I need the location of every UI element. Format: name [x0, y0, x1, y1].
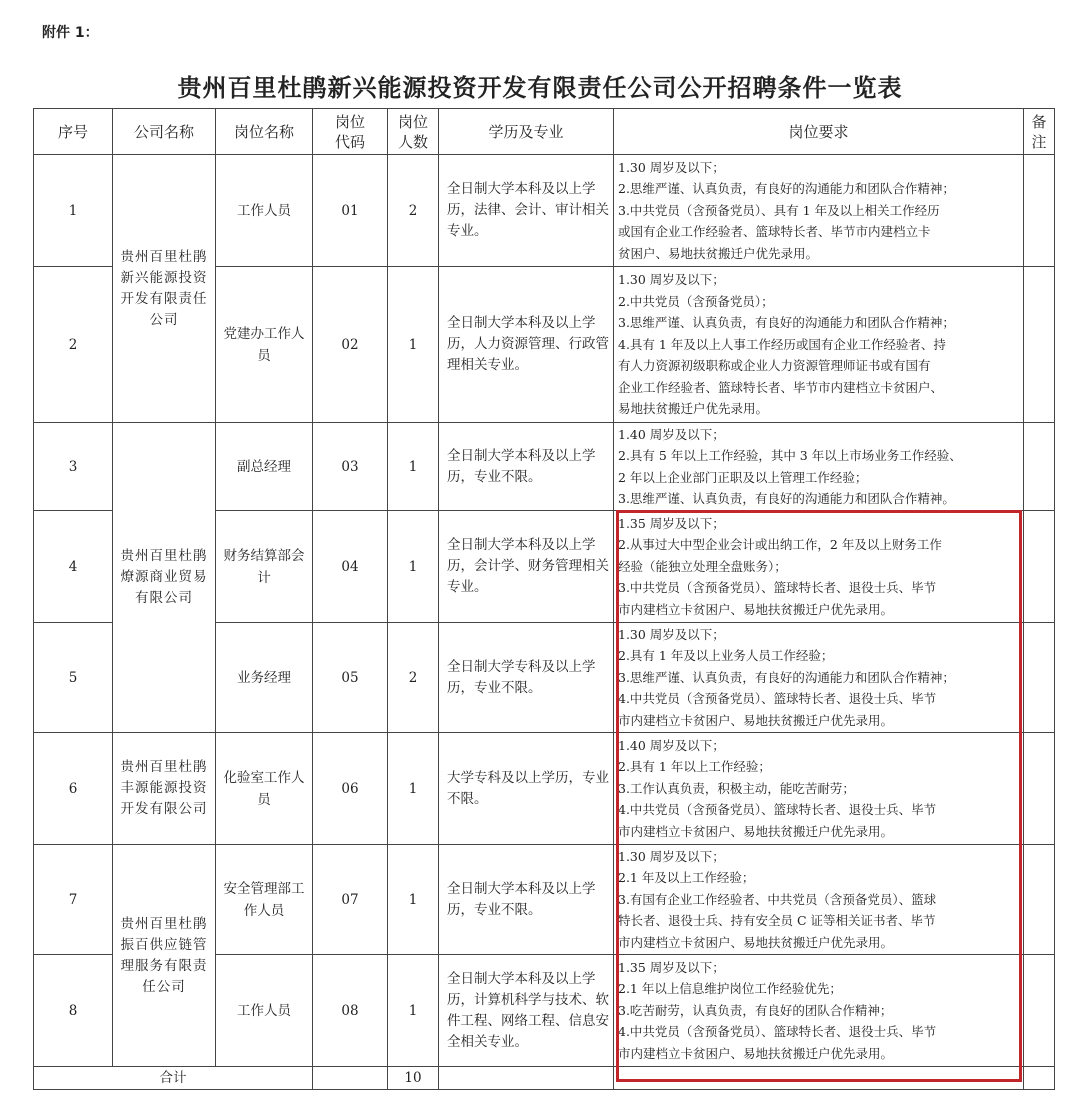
cell-seq: 1	[34, 155, 113, 267]
cell-position: 业务经理	[216, 623, 313, 733]
header-company: 公司名称	[113, 109, 216, 155]
cell-position: 安全管理部工作人员	[216, 845, 313, 955]
cell-remark	[1024, 733, 1055, 845]
cell-education: 全日制大学本科及以上学历，法律、会计、审计相关专业。	[439, 155, 614, 267]
cell-count: 1	[388, 423, 439, 511]
cell-seq: 8	[34, 955, 113, 1067]
cell-education: 全日制大学本科及以上学历，专业不限。	[439, 423, 614, 511]
cell-code: 03	[313, 423, 388, 511]
cell-seq: 3	[34, 423, 113, 511]
header-position: 岗位名称	[216, 109, 313, 155]
cell-position: 副总经理	[216, 423, 313, 511]
cell-seq: 2	[34, 267, 113, 423]
header-education: 学历及专业	[439, 109, 614, 155]
cell-requirements: 1.30 周岁及以下； 2.具有 1 年及以上业务人员工作经验； 3.思维严谨、认真负责，有良好的沟通能力和团队合作精神； 4.中共党员（含预备党员）、篮球特长者、退役士兵、毕节 市内建档立卡贫困户、易地扶贫搬迁户优先录用。	[614, 623, 1024, 733]
cell-code: 04	[313, 511, 388, 623]
cell-remark	[1024, 511, 1055, 623]
cell-code: 01	[313, 155, 388, 267]
table-row	[34, 423, 1055, 511]
total-row	[34, 1067, 1055, 1090]
cell-requirements: 1.35 周岁及以下； 2.1 年以上信息维护岗位工作经验优先； 3.吃苦耐劳，认真负责，有良好的团队合作精神； 4.中共党员（含预备党员）、篮球特长者、退役士兵、毕节 市内建档立卡贫困户、易地扶贫搬迁户优先录用。	[614, 955, 1024, 1067]
cell-remark	[1024, 155, 1055, 267]
cell-remark	[1024, 423, 1055, 511]
cell-education: 全日制大学本科及以上学历，计算机科学与技术、软件工程、网络工程、信息安全相关专业。	[439, 955, 614, 1067]
page-title: 贵州百里杜鹃新兴能源投资开发有限责任公司公开招聘条件一览表	[177, 74, 903, 102]
cell-seq: 4	[34, 511, 113, 623]
cell-remark	[1024, 267, 1055, 423]
cell-education: 全日制大学本科及以上学历，会计学、财务管理相关专业。	[439, 511, 614, 623]
cell-seq: 5	[34, 623, 113, 733]
cell-code: 06	[313, 733, 388, 845]
total-label: 合计	[34, 1067, 313, 1090]
attachment-label: 附件 1：	[42, 25, 99, 41]
cell-code: 05	[313, 623, 388, 733]
header-code: 岗位 代码	[313, 109, 388, 155]
cell-company: 贵州百里杜鹃新兴能源投资开发有限责任公司	[113, 155, 216, 423]
cell-count: 1	[388, 267, 439, 423]
recruitment-table	[33, 108, 1055, 1090]
cell-count: 1	[388, 955, 439, 1067]
cell-requirements: 1.40 周岁及以下； 2.具有 5 年以上工作经验，其中 3 年以上市场业务工作经验、 2 年以上企业部门正职及以上管理工作经验； 3.思维严谨、认真负责，有良好的沟通能力和团队合作精神。	[614, 423, 1024, 511]
cell-education: 全日制大学本科及以上学历，人力资源管理、行政管理相关专业。	[439, 267, 614, 423]
cell-code: 07	[313, 845, 388, 955]
cell-seq: 7	[34, 845, 113, 955]
cell-requirements: 1.40 周岁及以下； 2.具有 1 年以上工作经验； 3.工作认真负责，积极主动，能吃苦耐劳； 4.中共党员（含预备党员）、篮球特长者、退役士兵、毕节 市内建档立卡贫困户、易地扶贫搬迁户优先录用。	[614, 733, 1024, 845]
cell-seq: 6	[34, 733, 113, 845]
cell-code: 08	[313, 955, 388, 1067]
cell-count: 1	[388, 511, 439, 623]
cell-count: 2	[388, 623, 439, 733]
cell-count: 1	[388, 845, 439, 955]
cell-requirements: 1.35 周岁及以下； 2.从事过大中型企业会计或出纳工作，2 年及以上财务工作 经验（能独立处理全盘账务）； 3.中共党员（含预备党员）、篮球特长者、退役士兵、毕节 市内建档立卡贫困户、易地扶贫搬迁户优先录用。	[614, 511, 1024, 623]
total-count: 10	[388, 1067, 439, 1090]
table-row	[34, 733, 1055, 845]
header-seq: 序号	[34, 109, 113, 155]
cell-company: 贵州百里杜鹃燎源商业贸易有限公司	[113, 423, 216, 733]
cell-requirements: 1.30 周岁及以下； 2.1 年及以上工作经验； 3.有国有企业工作经验者、中共党员（含预备党员）、篮球 特长者、退役士兵、持有安全员 C 证等相关证书者、毕节 市内建档立卡贫困户、易地扶贫搬迁户优先录用。	[614, 845, 1024, 955]
cell-position: 财务结算部会计	[216, 511, 313, 623]
cell-remark	[1024, 623, 1055, 733]
cell-count: 1	[388, 733, 439, 845]
cell-position: 工作人员	[216, 955, 313, 1067]
cell-education: 全日制大学本科及以上学历，专业不限。	[439, 845, 614, 955]
cell-company: 贵州百里杜鹃振百供应链管理服务有限责任公司	[113, 845, 216, 1067]
cell-education: 全日制大学专科及以上学历，专业不限。	[439, 623, 614, 733]
table-row	[34, 155, 1055, 267]
cell-education: 大学专科及以上学历，专业不限。	[439, 733, 614, 845]
cell-count: 2	[388, 155, 439, 267]
header-remark: 备 注	[1024, 109, 1055, 155]
cell-remark	[1024, 845, 1055, 955]
cell-remark	[1024, 955, 1055, 1067]
cell-position: 工作人员	[216, 155, 313, 267]
cell-requirements: 1.30 周岁及以下； 2.思维严谨、认真负责，有良好的沟通能力和团队合作精神； 3.中共党员（含预备党员）、具有 1 年及以上相关工作经历 或国有企业工作经验者、篮球特长者、毕节市内建档立卡 贫困户、易地扶贫搬迁户优先录用。	[614, 155, 1024, 267]
header-requirements: 岗位要求	[614, 109, 1024, 155]
cell-position: 化验室工作人员	[216, 733, 313, 845]
cell-requirements: 1.30 周岁及以下； 2.中共党员（含预备党员）； 3.思维严谨、认真负责，有良好的沟通能力和团队合作精神； 4.具有 1 年及以上人事工作经历或国有企业工作经验者、持 有人力资源初级职称或企业人力资源管理师证书或有国有 企业工作经验者、篮球特长者、毕节市内建档立卡贫困户、 易地扶贫搬迁户优先录用。	[614, 267, 1024, 423]
header-count: 岗位 人数	[388, 109, 439, 155]
cell-code: 02	[313, 267, 388, 423]
cell-position: 党建办工作人员	[216, 267, 313, 423]
cell-company: 贵州百里杜鹃丰源能源投资开发有限公司	[113, 733, 216, 845]
table-row	[34, 845, 1055, 955]
